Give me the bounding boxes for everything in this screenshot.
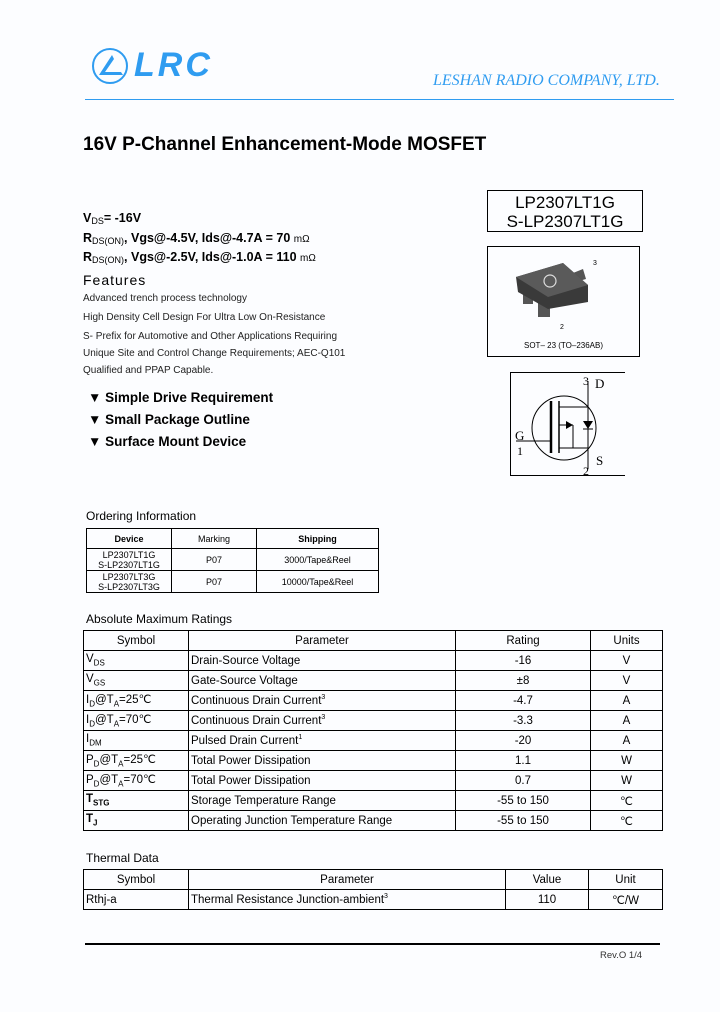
parameter-cell — [189, 771, 456, 791]
parameter-text: Drain-Source Voltage — [191, 654, 301, 667]
table-row — [84, 711, 663, 731]
sot23-package-icon — [488, 247, 639, 332]
unit-cell: ℃ — [591, 791, 663, 811]
pin-3-label: 3 — [593, 260, 597, 267]
table-row — [84, 691, 663, 711]
symbol-sub: D — [89, 699, 95, 709]
lrc-logo-icon — [90, 46, 130, 86]
revision-page: Rev.O 1/4 — [600, 950, 643, 961]
device-name: LP2307LT1G — [102, 549, 156, 560]
symbol-part: =70℃ — [123, 774, 156, 787]
feature-item: Qualified and PPAP Capable. — [83, 365, 214, 376]
feature-item: Advanced trench process technology — [83, 293, 247, 304]
col-units: Units — [591, 631, 663, 651]
ratings-heading: Absolute Maximum Ratings — [86, 612, 233, 626]
symbol-main: V — [86, 673, 94, 686]
thermal-heading: Thermal Data — [86, 851, 159, 865]
package-image — [487, 246, 640, 357]
unit-cell: ℃ — [591, 811, 663, 831]
parameter-text: Thermal Resistance Junction-ambient — [191, 893, 385, 906]
feature-item: Unique Site and Control Change Requirements; AEC-Q101 — [83, 348, 346, 359]
device-name: S-LP2307LT1G — [98, 559, 160, 570]
symbol-part: @T — [94, 714, 114, 727]
rating-cell: 0.7 — [456, 771, 591, 791]
unit-cell: V — [591, 651, 663, 671]
symbol-sub: D — [89, 719, 95, 729]
pin-2-label: 2 — [560, 324, 564, 331]
col-device: Device — [87, 529, 172, 549]
parameter-cell — [189, 711, 456, 731]
symbol-sub: J — [93, 818, 98, 828]
symbol-cell: Rthj-a — [84, 890, 189, 910]
ordering-table — [86, 528, 379, 593]
rating-cell: -3.3 — [456, 711, 591, 731]
symbol-cell — [84, 671, 189, 691]
symbol-main: T — [86, 813, 94, 826]
table-row — [84, 791, 663, 811]
symbol-sub: GS — [93, 678, 106, 688]
parameter-text: Total Power Dissipation — [191, 754, 311, 767]
symbol-cell — [84, 791, 189, 811]
unit-cell: A — [591, 691, 663, 711]
symbol-main: V — [86, 653, 94, 666]
spec-vds: $V_{DS}= -16V$ — [83, 211, 142, 226]
col-symbol: Symbol — [84, 870, 189, 890]
rating-cell: -4.7 — [456, 691, 591, 711]
logo-text: LRC — [134, 46, 213, 84]
header-divider — [85, 99, 674, 100]
marking-cell: P07 — [172, 549, 257, 571]
unit-cell: V — [591, 671, 663, 691]
symbol-sub: DS — [93, 658, 105, 668]
footnote-ref: 3 — [321, 694, 326, 702]
thermal-table — [83, 869, 663, 910]
rating-cell: ±8 — [456, 671, 591, 691]
parameter-cell — [189, 751, 456, 771]
parameter-text: Operating Junction Temperature Range — [191, 814, 393, 827]
parameter-cell — [189, 731, 456, 751]
unit-cell: A — [591, 731, 663, 751]
p-channel-mosfet-symbol-icon — [511, 373, 626, 477]
symbol-main: T — [86, 793, 94, 806]
mosfet-schematic — [510, 372, 625, 476]
table-row — [84, 671, 663, 691]
device-name: LP2307LT3G — [102, 571, 156, 582]
symbol-cell — [84, 771, 189, 791]
symbol-main: P — [86, 774, 94, 787]
gate-label: G — [515, 428, 525, 443]
parameter-text: Gate-Source Voltage — [191, 674, 298, 687]
table-row — [84, 751, 663, 771]
symbol-cell — [84, 731, 189, 751]
rating-cell: 1.1 — [456, 751, 591, 771]
ratings-table — [83, 630, 663, 831]
value-cell: 110 — [506, 890, 589, 910]
part-number: S-LP2307LT1G — [506, 212, 624, 231]
source-pin-number: 2 — [583, 464, 589, 477]
parameter-cell — [189, 811, 456, 831]
gate-pin-number: 1 — [517, 444, 523, 458]
symbol-sub: A — [113, 699, 120, 709]
parameter-cell — [189, 890, 506, 910]
table-row — [84, 811, 663, 831]
symbol-part: =70℃ — [119, 714, 152, 727]
unit-cell: ℃/W — [589, 890, 663, 910]
unit-cell: W — [591, 751, 663, 771]
symbol-cell — [84, 651, 189, 671]
footnote-ref: 3 — [321, 714, 326, 722]
key-feature: ▼ Small Package Outline — [88, 412, 250, 427]
rating-cell: -55 to 150 — [456, 811, 591, 831]
spec-rds-2v5: $R_{DS(ON)}$, Vgs@-2.5V, Ids@-1.0A = 110 mΩ — [83, 250, 316, 265]
symbol-part: @T — [99, 774, 119, 787]
symbol-sub: A — [113, 719, 120, 729]
symbol-main: I — [86, 714, 90, 727]
symbol-sub: STG — [93, 798, 110, 808]
parameter-text: Pulsed Drain Current — [191, 734, 299, 747]
rating-cell: -20 — [456, 731, 591, 751]
device-cell — [87, 571, 172, 593]
features-heading: Features — [83, 272, 147, 288]
parameter-cell — [189, 651, 456, 671]
device-cell — [87, 549, 172, 571]
page-title: 16V P-Channel Enhancement-Mode MOSFET — [83, 134, 487, 155]
parameter-cell — [189, 791, 456, 811]
col-parameter: Parameter — [189, 870, 506, 890]
symbol-sub: D — [93, 779, 100, 789]
symbol-cell — [84, 811, 189, 831]
col-value: Value — [506, 870, 589, 890]
table-row — [84, 731, 663, 751]
unit-cell: W — [591, 771, 663, 791]
package-label: SOT– 23 (TO–236AB) — [524, 341, 603, 350]
symbol-cell — [84, 711, 189, 731]
symbol-part: =25℃ — [123, 754, 156, 767]
table-row — [87, 571, 379, 593]
symbol-main: P — [86, 754, 94, 767]
parameter-cell — [189, 691, 456, 711]
company-name: LESHAN RADIO COMPANY, LTD. — [433, 72, 660, 89]
drain-label: D — [595, 376, 605, 391]
table-row — [84, 890, 663, 910]
parameter-text: Storage Temperature Range — [191, 794, 336, 807]
feature-item: High Density Cell Design For Ultra Low On-Resistance — [83, 312, 326, 323]
symbol-part: @T — [99, 754, 119, 767]
parameter-text: Continuous Drain Current — [191, 694, 322, 707]
col-symbol: Symbol — [84, 631, 189, 651]
symbol-sub: A — [118, 759, 124, 769]
parameter-text: Total Power Dissipation — [191, 774, 311, 787]
drain-pin-number: 3 — [583, 374, 589, 388]
symbol-sub: DM — [89, 738, 102, 748]
key-feature: ▼ Surface Mount Device — [88, 434, 247, 449]
marking-cell: P07 — [172, 571, 257, 593]
col-marking: Marking — [172, 529, 257, 549]
rating-cell: -55 to 150 — [456, 791, 591, 811]
parameter-cell — [189, 671, 456, 691]
table-row — [87, 549, 379, 571]
ordering-heading: Ordering Information — [86, 509, 197, 523]
symbol-part: @T — [94, 694, 114, 707]
spec-rds-4v5: $R_{DS(ON)}$, Vgs@-4.5V, Ids@-4.7A = 70 mΩ — [83, 231, 310, 246]
symbol-sub: D — [93, 759, 100, 769]
symbol-main: I — [86, 733, 90, 746]
symbol-cell — [84, 751, 189, 771]
rating-cell: -16 — [456, 651, 591, 671]
col-shipping: Shipping — [257, 529, 379, 549]
footnote-ref: 3 — [384, 893, 388, 901]
col-unit: Unit — [589, 870, 663, 890]
symbol-main: I — [86, 694, 90, 707]
shipping-cell: 10000/Tape&Reel — [257, 571, 379, 593]
symbol-sub: A — [118, 779, 124, 789]
shipping-cell: 3000/Tape&Reel — [257, 549, 379, 571]
col-rating: Rating — [456, 631, 591, 651]
table-row — [84, 771, 663, 791]
device-name: S-LP2307LT3G — [98, 581, 160, 592]
table-row — [84, 651, 663, 671]
part-number: LP2307LT1G — [515, 193, 615, 212]
parameter-text: Continuous Drain Current — [191, 714, 322, 727]
part-number-box — [487, 190, 643, 232]
col-parameter: Parameter — [189, 631, 456, 651]
footnote-ref: 1 — [298, 734, 303, 742]
unit-cell: A — [591, 711, 663, 731]
symbol-cell — [84, 691, 189, 711]
symbol-part: =25℃ — [119, 694, 152, 707]
source-label: S — [596, 453, 604, 468]
feature-item: S- Prefix for Automotive and Other Applications Requiring — [83, 331, 338, 342]
key-feature: ▼ Simple Drive Requirement — [88, 390, 274, 405]
footer-divider — [85, 943, 660, 945]
